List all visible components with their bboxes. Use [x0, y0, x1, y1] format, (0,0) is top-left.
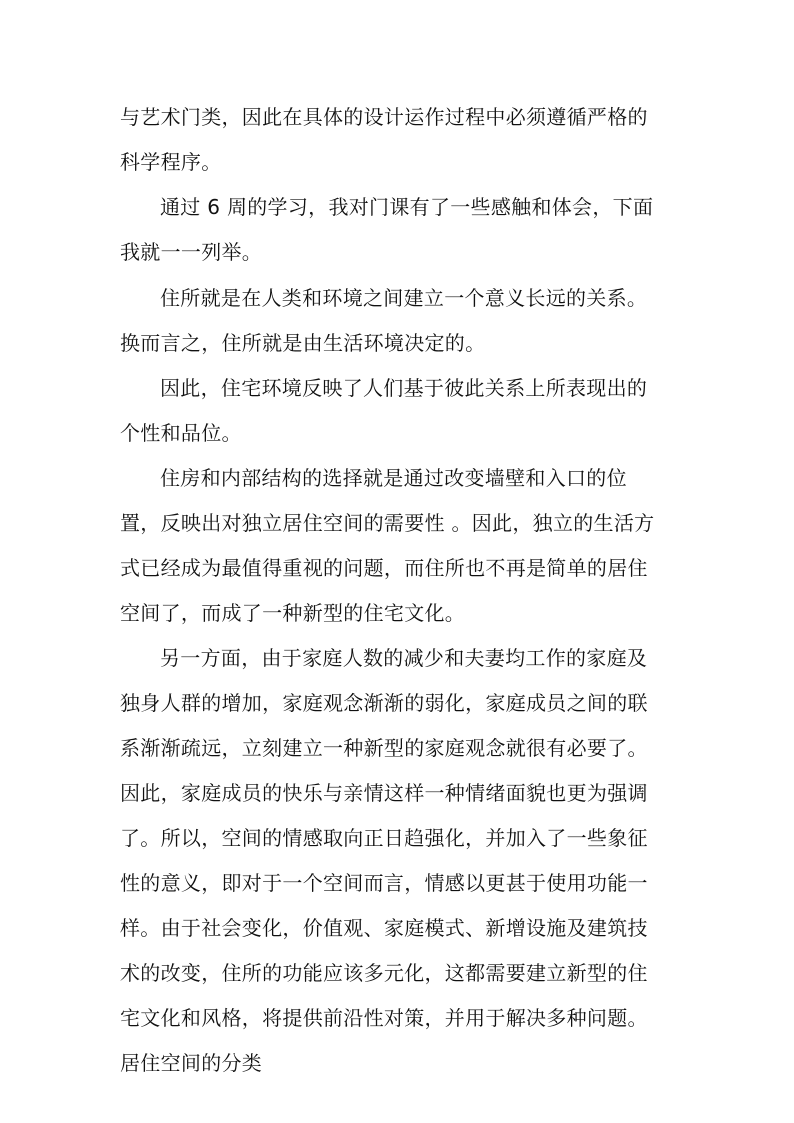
text-line: 住房和内部结构的选择就是通过改变墙壁和入口的位 — [160, 466, 627, 490]
text-line: 个性和品位。 — [120, 421, 242, 445]
text-line: 系渐渐疏远，立刻建立一种新型的家庭观念就很有必要了。 — [120, 736, 648, 760]
text-line: 另一方面，由于家庭人数的减少和夫妻均工作的家庭及 — [160, 646, 648, 670]
text-line: 空间了，而成了一种新型的住宅文化。 — [120, 601, 466, 625]
text-line: 性的意义，即对于一个空间而言，情感以更甚于使用功能一 — [120, 871, 648, 895]
text-line: 与艺术门类，因此在具体的设计运作过程中必须遵循严格的 — [120, 105, 648, 129]
text-line: 了。所以，空间的情感取向正日趋强化，并加入了一些象征 — [120, 826, 648, 850]
text-line: 独身人群的增加，家庭观念渐渐的弱化，家庭成员之间的联 — [120, 691, 648, 715]
text-line: 因此，家庭成员的快乐与亲情这样一种情绪面貌也更为强调 — [120, 781, 648, 805]
text-line: 住所就是在人类和环境之间建立一个意义长远的关系。 — [160, 286, 648, 310]
text-line: 科学程序。 — [120, 150, 222, 174]
text-line: 居住空间的分类 — [120, 1051, 263, 1075]
text-line: 换而言之，住所就是由生活环境决定的。 — [120, 331, 486, 355]
text-line: 因此，住宅环境反映了人们基于彼此关系上所表现出的 — [160, 376, 648, 400]
text-line: 置，反映出对独立居住空间的需要性 。因此，独立的生活方 — [120, 511, 655, 535]
text-line: 术的改变，住所的功能应该多元化，这都需要建立新型的住 — [120, 961, 648, 985]
text-line: 式已经成为最值得重视的问题，而住所也不再是简单的居住 — [120, 556, 648, 580]
text-line: 通过 6 周的学习，我对门课有了一些感触和体会，下面 — [160, 195, 654, 219]
text-line: 我就一一列举。 — [120, 240, 263, 264]
text-line: 样。由于社会变化，价值观、家庭模式、新增设施及建筑技 — [120, 916, 648, 940]
text-line: 宅文化和风格，将提供前沿性对策，并用于解决多种问题。 — [120, 1006, 648, 1030]
